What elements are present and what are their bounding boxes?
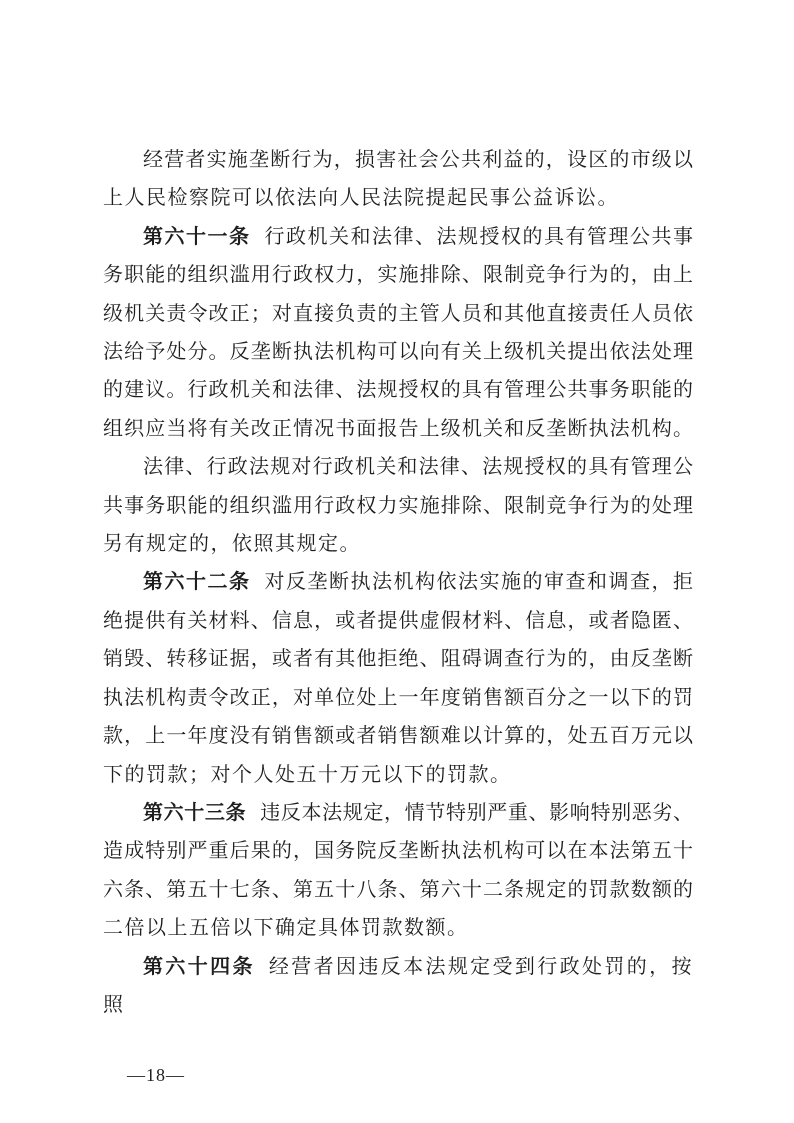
line-text: 绝提供有关材料、信息，或者提供虚假材料、信息，或者隐匿、 xyxy=(103,609,693,632)
article-number: 第六十二条 xyxy=(143,571,251,594)
text-line xyxy=(103,295,693,333)
article-number: 第六十四条 xyxy=(143,955,255,978)
text-line xyxy=(103,487,693,525)
line-text: 违反本法规定，情节特别严重、影响特别恶劣、 xyxy=(260,801,694,824)
line-text: 六条、第五十七条、第五十八条、第六十二条规定的罚款数额的 xyxy=(103,878,693,901)
line-text: 执法机构责令改正，对单位处上一年度销售额百分之一以下的罚 xyxy=(103,686,693,709)
line-text: 级机关责令改正；对直接负责的主管人员和其他直接责任人员依 xyxy=(103,302,693,325)
article-number: 第六十一条 xyxy=(143,225,251,248)
line-text: 上人民检察院可以依法向人民法院提起民事公益诉讼。 xyxy=(103,187,619,210)
text-line xyxy=(103,909,693,947)
text-line xyxy=(103,141,693,179)
text-line xyxy=(103,640,693,678)
text-line xyxy=(103,832,693,870)
text-line xyxy=(103,871,693,909)
text-line xyxy=(103,448,693,486)
text-line xyxy=(103,679,693,717)
line-text: 务职能的组织滥用行政权力，实施排除、限制竞争行为的，由上 xyxy=(103,264,693,287)
text-line xyxy=(103,218,693,256)
text-line xyxy=(103,563,693,601)
line-text: 二倍以上五倍以下确定具体罚款数额。 xyxy=(103,917,469,940)
line-text: 共事务职能的组织滥用行政权力实施排除、限制竞争行为的处理 xyxy=(103,494,693,517)
line-text: 款，上一年度没有销售额或者销售额难以计算的，处五百万元以 xyxy=(103,725,693,748)
line-text: 对反垄断执法机构依法实施的审查和调查，拒 xyxy=(264,571,693,594)
text-line xyxy=(103,525,693,563)
page-number: —18— xyxy=(127,1065,185,1085)
text-line xyxy=(103,179,693,217)
article-number: 第六十三条 xyxy=(143,801,247,824)
line-text: 行政机关和法律、法规授权的具有管理公共事 xyxy=(264,225,693,248)
text-line xyxy=(103,794,693,832)
line-text: 造成特别严重后果的，国务院反垄断执法机构可以在本法第五十 xyxy=(103,840,693,863)
text-line xyxy=(103,717,693,755)
line-text: 经营者因违反本法规定受到行政处罚的，按照 xyxy=(103,955,694,1016)
text-line xyxy=(103,410,693,448)
line-text: 下的罚款；对个人处五十万元以下的罚款。 xyxy=(103,763,512,786)
line-text: 组织应当将有关改正情况书面报告上级机关和反垄断执法机构。 xyxy=(103,417,693,440)
line-text: 经营者实施垄断行为，损害社会公共利益的，设区的市级以 xyxy=(143,149,693,171)
text-line xyxy=(103,333,693,371)
line-text: 法给予处分。反垄断执法机构可以向有关上级机关提出依法处理 xyxy=(103,341,693,364)
line-text: 销毁、转移证据，或者有其他拒绝、阻碍调查行为的，由反垄断 xyxy=(103,648,693,671)
text-line xyxy=(103,371,693,409)
text-line xyxy=(103,256,693,294)
text-line xyxy=(103,602,693,640)
line-text: 法律、行政法规对行政机关和法律、法规授权的具有管理公 xyxy=(143,456,693,479)
text-line xyxy=(103,756,693,794)
line-text: 的建议。行政机关和法律、法规授权的具有管理公共事务职能的 xyxy=(103,379,693,402)
document-text-block xyxy=(103,141,693,1024)
text-line xyxy=(103,948,693,1025)
line-text: 另有规定的，依照其规定。 xyxy=(103,533,361,556)
